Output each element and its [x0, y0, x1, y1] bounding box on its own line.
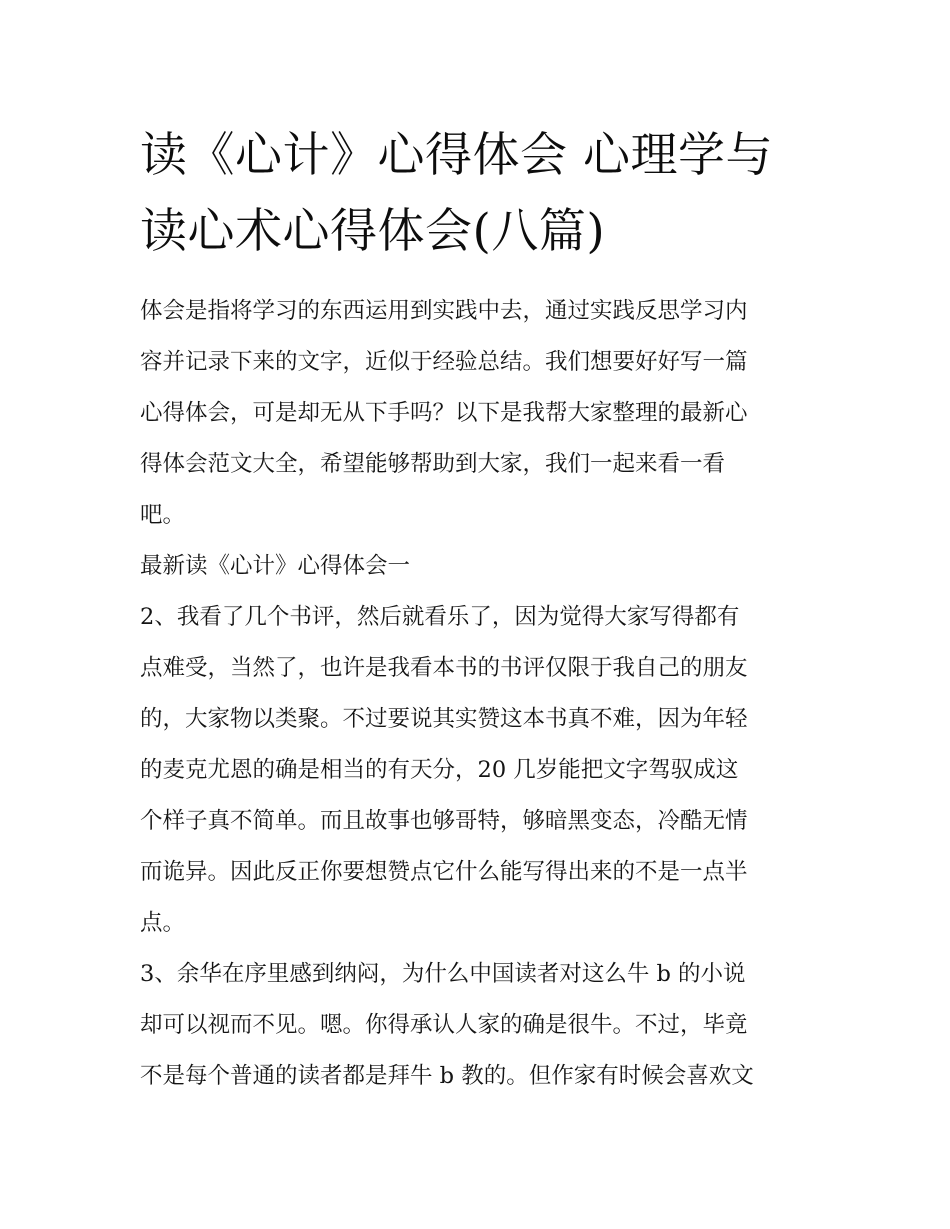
text-line: 容并记录下来的文字，近似于经验总结。我们想要好好写一篇	[140, 349, 748, 375]
text-line: 点难受，当然了，也许是我看本书的书评仅限于我自己的朋友	[140, 655, 748, 681]
text-line: 不是每个普通的读者都是拜牛 b 教的。但作家有时候会喜欢文	[140, 1063, 754, 1089]
document-content	[140, 118, 820, 1102]
paragraph-3	[140, 949, 820, 1102]
paragraph-2	[140, 592, 820, 949]
page-title	[140, 118, 820, 270]
intro-paragraph	[140, 286, 820, 541]
text-line: 得体会范文大全，希望能够帮助到大家，我们一起来看一看	[140, 451, 726, 477]
text-line: 个样子真不简单。而且故事也够哥特，够暗黑变态，冷酷无情	[140, 808, 748, 834]
title-line: 读《心计》心得体会 心理学与	[140, 128, 773, 183]
text-line: 却可以视而不见。嗯。你得承认人家的确是很牛。不过，毕竟	[140, 1012, 748, 1038]
title-line: 读心术心得体会(八篇)	[140, 204, 606, 259]
text-line: 2、我看了几个书评，然后就看乐了，因为觉得大家写得都有	[140, 604, 740, 630]
text-line: 的，大家物以类聚。不过要说其实赞这本书真不难，因为年轻	[140, 706, 748, 732]
text-line: 点。	[140, 910, 186, 936]
text-line: 3、余华在序里感到纳闷，为什么中国读者对这么牛 b 的小说	[140, 961, 746, 987]
text-line: 体会是指将学习的东西运用到实践中去，通过实践反思学习内	[140, 298, 748, 324]
text-line: 心得体会，可是却无从下手吗？以下是我帮大家整理的最新心	[140, 400, 748, 426]
text-line: 吧。	[140, 502, 186, 528]
section-heading	[140, 541, 820, 592]
document-body	[140, 286, 820, 1102]
text-line: 的麦克尤恩的确是相当的有天分，20 几岁能把文字驾驭成这	[140, 757, 739, 783]
text-line: 而诡异。因此反正你要想赞点它什么能写得出来的不是一点半	[140, 859, 748, 885]
text-line: 最新读《心计》心得体会一	[140, 553, 411, 579]
